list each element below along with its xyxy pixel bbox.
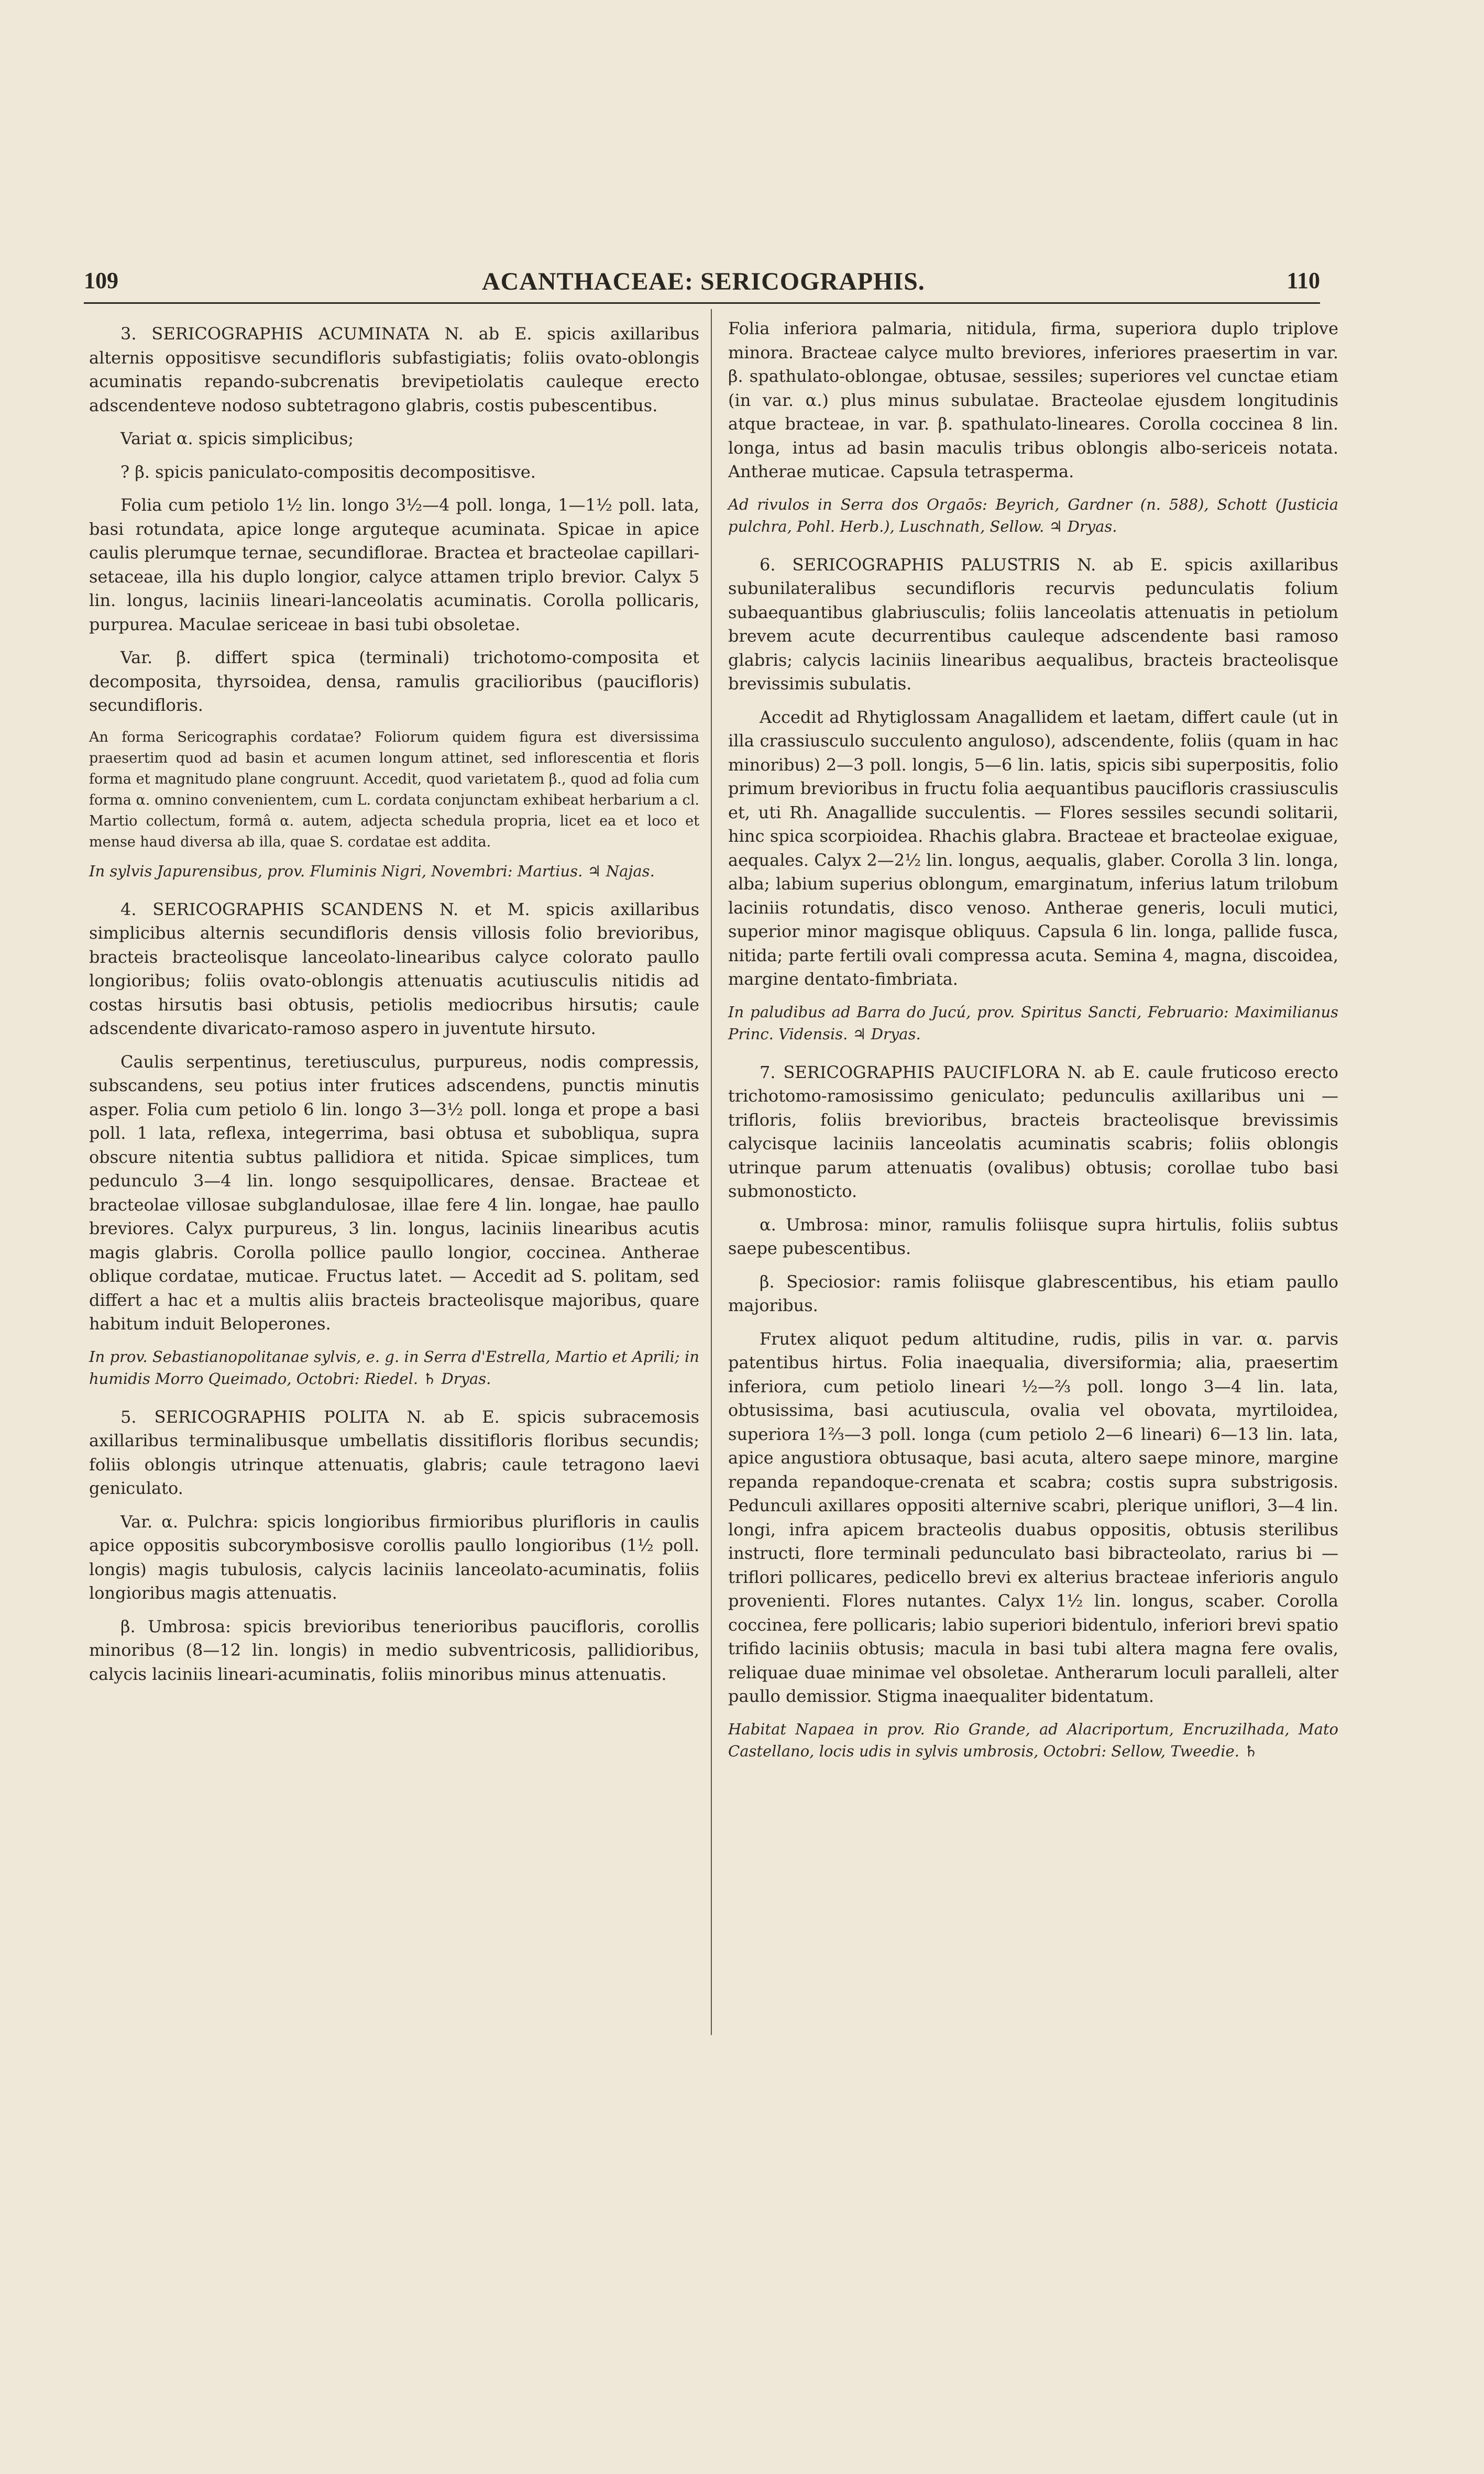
page-number-left: 109 (84, 268, 118, 293)
page-number-right: 110 (1287, 268, 1320, 293)
locality-note: Habitat Napaea in prov. Rio Grande, ad Alacriportum, Encruzilhada, Mato Castellano, locis udis in sylvis umbrosis, Octobri: Sellow, Tweedie. ♄ (728, 1720, 1338, 1760)
paragraph: β. Speciosior: ramis foliisque glabrescentibus, his etiam paullo majoribus. (728, 1271, 1338, 1315)
note-paragraph: An forma Sericographis cordatae? Foliorum quidem figura est diversissima praesertim quod ad basin et acumen longum attinet, sed inflorescentia et floris forma et magnitudo plane congruunt. Accedit, quod varietatem β., quod ad folia cum forma α. omnino convenientem, cum L. cordata conjunctam exhibeat herbarium a cl. Martio collectum, formâ α. autem, adjecta schedula propria, licet ea et loco et mense haud diversa ab illa, quae S. cordatae est addita. (89, 729, 699, 850)
locality-note: In sylvis Japurensibus, prov. Fluminis Nigri, Novembri: Martius. ♃ Najas. (89, 862, 655, 880)
paragraph: α. Umbrosa: minor, ramulis foliisque supra hirtulis, foliis subtus saepe pubescentibus. (728, 1214, 1338, 1258)
locality-note: Ad rivulos in Serra dos Orgaōs: Beyrich, Gardner (n. 588), Schott (Justicia pulchra, Pohl. Herb.), Luschnath, Sellow. ♃ Dryas. (728, 495, 1338, 535)
paragraph: Var. β. differt spica (terminali) trichotomo-composita et decomposita, thyrsoidea, densa, ramulis gracilioribus (paucifloris) secundifloris. (89, 647, 699, 715)
header-rule (84, 302, 1320, 304)
paragraph: Variat α. spicis simplicibus; (120, 428, 354, 448)
left-column (89, 317, 699, 1696)
locality-note: In paludibus ad Barra do Jucú, prov. Spiritus Sancti, Februario: Maximilianus Princ. Vidensis. ♃ Dryas. (728, 1003, 1338, 1043)
species-entry: 5. SERICOGRAPHIS POLITA N. ab E. spicis subracemosis axillaribus terminalibusque umbellatis dissitifloris floribus secundis; foliis oblongis utrinque attenuatis, glabris; caule tetragono laevi geniculato. (89, 1406, 699, 1498)
paragraph: Folia cum petiolo 1½ lin. longo 3½—4 poll. longa, 1—1½ poll. lata, basi rotundata, apice longe arguteque acuminata. Spicae in apice caulis plerumque ternae, secundiflorae. Bractea et bracteolae capillari-setaceae, illa his duplo longior, calyce attamen triplo brevior. Calyx 5 lin. longus, laciniis lineari-lanceolatis acuminatis. Corolla pollicaris, purpurea. Maculae sericeae in basi tubi obsoletae. (89, 495, 699, 634)
paragraph: Caulis serpentinus, teretiusculus, purpureus, nodis compressis, subscandens, seu potius inter frutices adscendens, punctis minutis asper. Folia cum petiolo 6 lin. longo 3—3½ poll. longa et prope a basi poll. 1 lata, reflexa, integerrima, basi obtusa et subobliqua, supra obscure nitentia subtus pallidiora et nitida. Spicae simplices, tum pedunculo 3—4 lin. longo sesquipollicares, densae. Bracteae et bracteolae villosae subglandulosae, illae fere 4 lin. longae, hae paullo breviores. Calyx purpureus, 3 lin. longus, laciniis linearibus acutis magis glabris. Corolla pollice paullo longior, coccinea. Antherae oblique cordatae, muticae. Fructus latet. — Accedit ad S. politam, sed differt a hac et a multis aliis bracteis bracteolisque majoribus, quare habitum induit Beloperones. (89, 1051, 699, 1334)
column-divider (711, 309, 712, 2035)
species-entry: 7. SERICOGRAPHIS PAUCIFLORA N. ab E. caule fruticoso erecto trichotomo-ramosissimo geniculato; pedunculis axillaribus uni — trifloris, foliis brevioribus, bracteis bracteolisque brevissimis calycisque laciniis lanceolatis acuminatis scabris; foliis oblongis utrinque parum attenuatis (ovalibus) obtusis; corollae tubo basi submonosticto. (728, 1062, 1338, 1201)
running-title: ACANTHACEAE: SERICOGRAPHIS. (482, 268, 925, 295)
species-entry: 6. SERICOGRAPHIS PALUSTRIS N. ab E. spicis axillaribus subunilateralibus secundifloris recurvis pedunculatis folium subaequantibus glabriusculis; foliis lanceolatis attenuatis in petiolum brevem acute decurrentibus cauleque adscendente basi ramoso glabris; calycis laciniis linearibus aequalibus, bracteis bracteolisque brevissimis subulatis. (728, 554, 1338, 694)
paragraph: Folia inferiora palmaria, nitidula, firma, superiora duplo triplove minora. Bracteae calyce multo breviores, inferiores praesertim in var. β. spathulato-oblongae, obtusae, sessiles; superiores vel cunctae etiam (in var. α.) plus minus subulatae. Bracteolae ejusdem longitudinis atque bracteae, in var. β. spathulato-lineares. Corolla coccinea 8 lin. longa, intus ad basin maculis tribus oblongis albo-sericeis notata. Antherae muticae. Capsula tetrasperma. (728, 318, 1338, 481)
species-entry: 4. SERICOGRAPHIS SCANDENS N. et M. spicis axillaribus simplicibus alternis secundifloris densis villosis folio brevioribus, bracteis bracteolisque lanceolato-linearibus calyce colorato paullo longioribus; foliis ovato-oblongis attenuatis acutiusculis nitidis ad costas hirsutis basi obtusis, petiolis mediocribus hirsutis; caule adscendente divaricato-ramoso aspero in juventute hirsuto. (89, 899, 699, 1038)
paragraph: Var. α. Pulchra: spicis longioribus firmioribus plurifloris in caulis apice oppositis subcorymbosisve corollis paullo longioribus (1½ poll. longis) magis tubulosis, calycis laciniis lanceolato-acuminatis, foliis longioribus magis attenuatis. (89, 1511, 699, 1603)
paragraph: Frutex aliquot pedum altitudine, rudis, pilis in var. α. parvis patentibus hirtus. Folia inaequalia, diversiformia; alia, praesertim inferiora, cum petiolo lineari ½—⅔ poll. longo 3—4 lin. lata, obtusissima, basi acutiuscula, ovalia vel obovata, myrtiloidea, superiora 1⅔—3 poll. longa (cum petiolo 2—6 lineari) 6—13 lin. lata, apice angustiora obtusaque, basi acuta, altero saepe minore, margine repanda repandoque-crenata et scabra; costis supra substrigosis. Pedunculi axillares oppositi alternive scabri, plerique uniflori, 3—4 lin. longi, infra apicem bracteolis duabus oppositis, obtusis sterilibus instructi, flore terminali pedunculato basi bibracteolato, rarius bi — triflori pollicares, pedicello brevi ex alterius bracteae inferioris angulo provenienti. Flores nutantes. Calyx 1½ lin. longus, scaber. Corolla coccinea, fere pollicaris; labio superiori bidentulo, inferiori brevi spatio trifido laciniis obtusis; macula in basi tubi altera magna fere ovalis, reliquae duae minimae vel obsoletae. Antherarum loculi paralleli, alter paullo demissior. Stigma inaequaliter bidentatum. (728, 1328, 1338, 1706)
page-header (84, 267, 1320, 304)
paragraph: ? β. spicis paniculato-compositis decompositisve. (120, 461, 536, 482)
right-column (728, 317, 1338, 1778)
paragraph: β. Umbrosa: spicis brevioribus tenerioribus paucifloris, corollis minoribus (8—12 lin. longis) in medio subventricosis, pallidioribus, calycis laciniis lineari-acuminatis, foliis minoribus minus attenuatis. (89, 1616, 699, 1684)
locality-note: In prov. Sebastianopolitanae sylvis, e. g. in Serra d'Estrella, Martio et Aprili; in humidis Morro Queimado, Octobri: Riedel. ♄ Dryas. (89, 1347, 699, 1388)
species-entry: 3. SERICOGRAPHIS ACUMINATA N. ab E. spicis axillaribus alternis oppositisve secundifloris subfastigiatis; foliis ovato-oblongis acuminatis repando-subcrenatis brevipetiolatis cauleque erecto adscendenteve nodoso subtetragono glabris, costis pubescentibus. (89, 324, 699, 415)
paragraph: Accedit ad Rhytiglossam Anagallidem et laetam, differt caule (ut in illa crassiusculo succulento anguloso), adscendente, foliis (quam in hac minoribus) 2—3 poll. longis, 5—6 lin. latis, spicis sibi superpositis, folio primum brevioribus in fructu folia aequantibus paucifloris crassiusculis et, uti Rh. Anagallide succulentis. — Flores sessiles secundi solitarii, hinc spica scorpioidea. Rhachis glabra. Bracteae et bracteolae exiguae, aequales. Calyx 2—2½ lin. longus, aequalis, glaber. Corolla 3 lin. longa, alba; labium superius oblongum, emarginatum, inferius latum trilobum laciniis rotundatis, disco venoso. Antherae generis, loculi mutici, superior minor magisque obliquus. Capsula 6 lin. longa, pallide fusca, nitida; parte fertili ovali compressa acuta. Semina 4, magna, discoidea, margine dentato-fimbriata. (728, 707, 1338, 989)
